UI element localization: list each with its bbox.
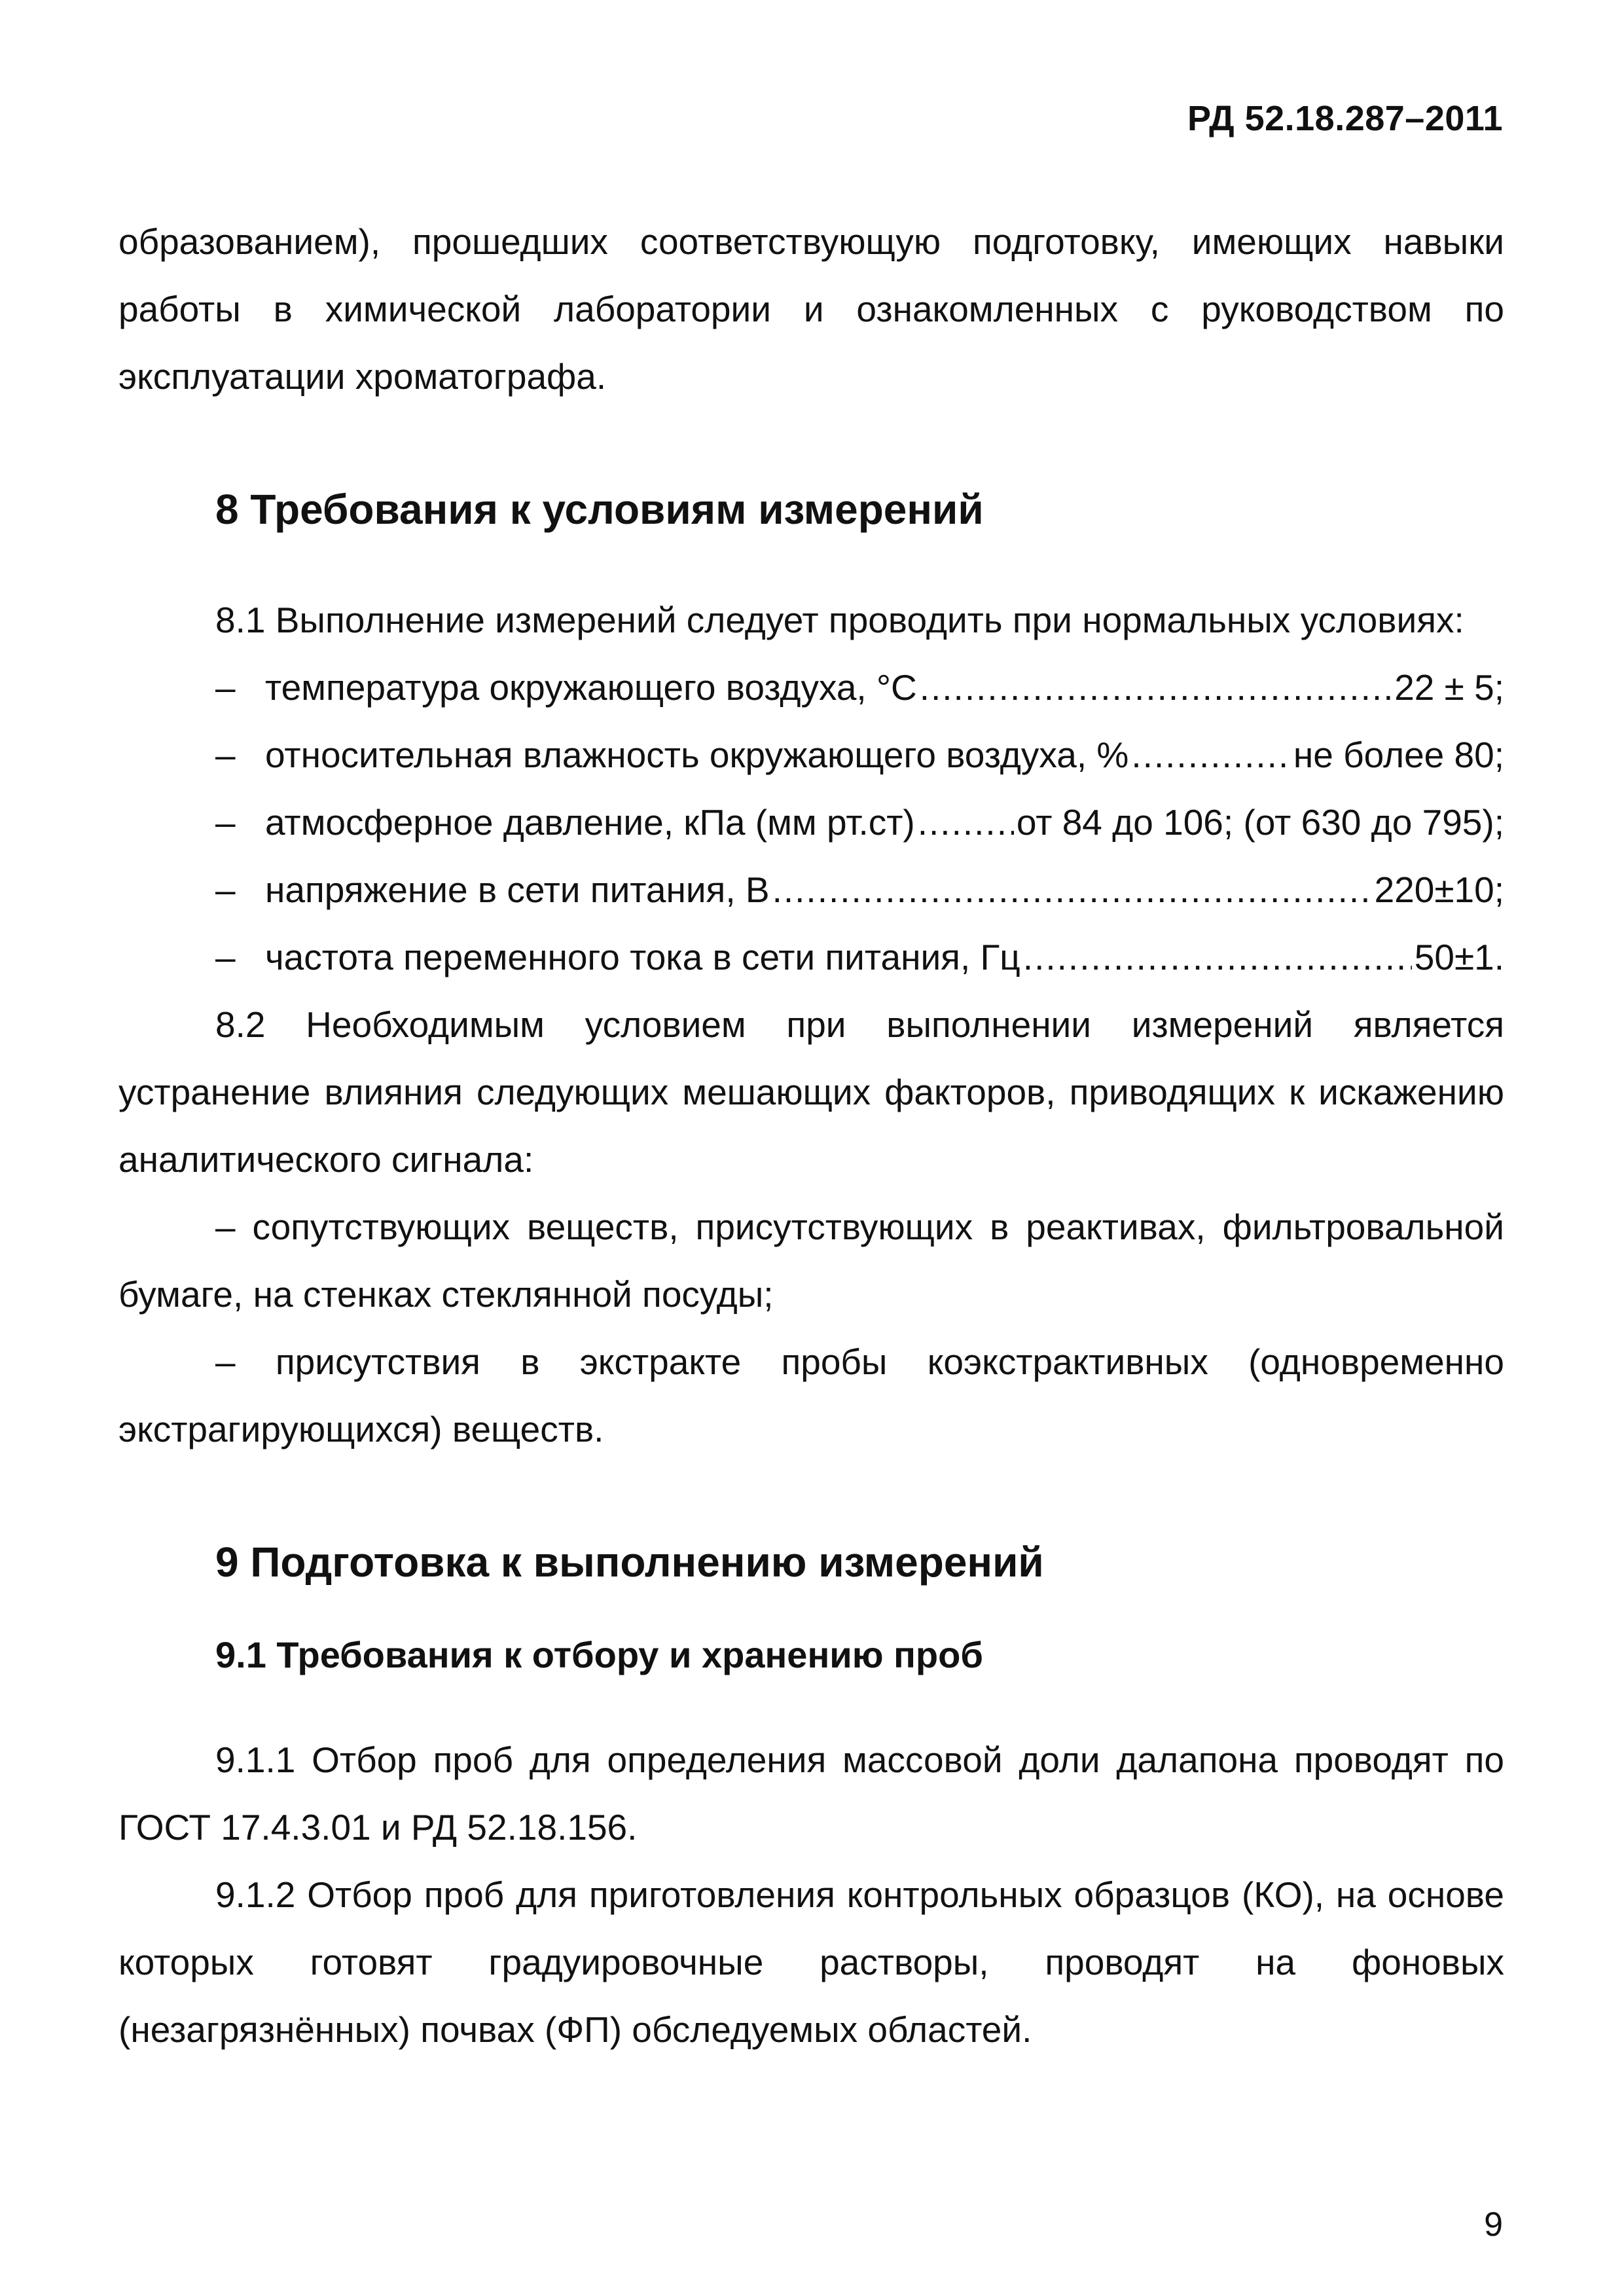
condition-label: частота переменного тока в сети питания, Гц xyxy=(265,937,1020,977)
condition-label: атмосферное давление, кПа (мм рт.ст) xyxy=(265,802,915,843)
leader-dots xyxy=(1023,924,1412,991)
condition-value: от 84 до 106; (от 630 до 795); xyxy=(1016,802,1504,843)
document-code: РД 52.18.287–2011 xyxy=(1187,99,1503,138)
condition-label: напряжение в сети питания, В xyxy=(265,869,770,910)
condition-value: 50±1. xyxy=(1414,937,1504,977)
condition-humidity: – относительная влажность окружающего воздуха, % ..... не более 80; xyxy=(118,721,1504,789)
condition-pressure: – атмосферное давление, кПа (мм рт.ст) ..... от 84 до 106; (от 630 до 795); xyxy=(118,789,1504,856)
page-content xyxy=(118,208,1504,2064)
paragraph-8-1: 8.1 Выполнение измерений следует проводить при нормальных условиях: xyxy=(215,600,1464,640)
condition-label: температура окружающего воздуха, °С xyxy=(265,667,917,708)
section-9-1-heading: 9.1 Требования к отбору и хранению проб xyxy=(215,1634,983,1675)
leader-dots xyxy=(772,856,1372,924)
section-9-heading: 9 Подготовка к выполнению измерений xyxy=(215,1539,1044,1586)
factor-item: – сопутствующих веществ, присутствующих в реактивах, фильтровальной бумаге, на стенках стеклянной посуды; xyxy=(118,1207,1504,1315)
condition-temperature: – температура окружающего воздуха, °С ..... 22 ± 5; xyxy=(118,654,1504,721)
conditions-list xyxy=(118,654,1504,991)
paragraph-8-2: 8.2 Необходимым условием при выполнении измерений является устранение влияния следующих мешающих факторов, приводящих к искажению аналитического сигнала: xyxy=(118,1004,1504,1180)
condition-value: 220±10; xyxy=(1374,869,1504,910)
page-number: 9 xyxy=(1484,2206,1503,2244)
leader-dots xyxy=(1131,721,1291,789)
paragraph-9-1-1: 9.1.1 Отбор проб для определения массовой доли далапона проводят по ГОСТ 17.4.3.01 и РД 52.18.156. xyxy=(118,1740,1504,1848)
condition-voltage: – напряжение в сети питания, В ..... 220±10; xyxy=(118,856,1504,924)
condition-value: 22 ± 5; xyxy=(1394,667,1504,708)
condition-frequency: – частота переменного тока в сети питания, Гц ..... 50±1. xyxy=(118,924,1504,991)
paragraph-9-1-2: 9.1.2 Отбор проб для приготовления контрольных образцов (КО), на основе которых готовят градуировочные растворы, проводят на фоновых (незагрязнённых) почвах (ФП) обследуемых областей. xyxy=(118,1874,1504,2050)
factor-item: – присутствия в экстракте пробы коэкстрактивных (одновременно экстрагирующихся) веществ. xyxy=(118,1341,1504,1449)
leader-dots xyxy=(918,789,1014,856)
intro-paragraph: образованием), прошедших соответствующую подготовку, имеющих навыки работы в химической лаборатории и ознакомленных с руководством по эксплуатации хроматографа. xyxy=(118,221,1504,397)
section-8-heading: 8 Требования к условиям измерений xyxy=(215,486,984,533)
leader-dots xyxy=(920,654,1392,721)
condition-label: относительная влажность окружающего воздуха, % xyxy=(265,735,1129,775)
condition-value: не более 80; xyxy=(1293,735,1504,775)
